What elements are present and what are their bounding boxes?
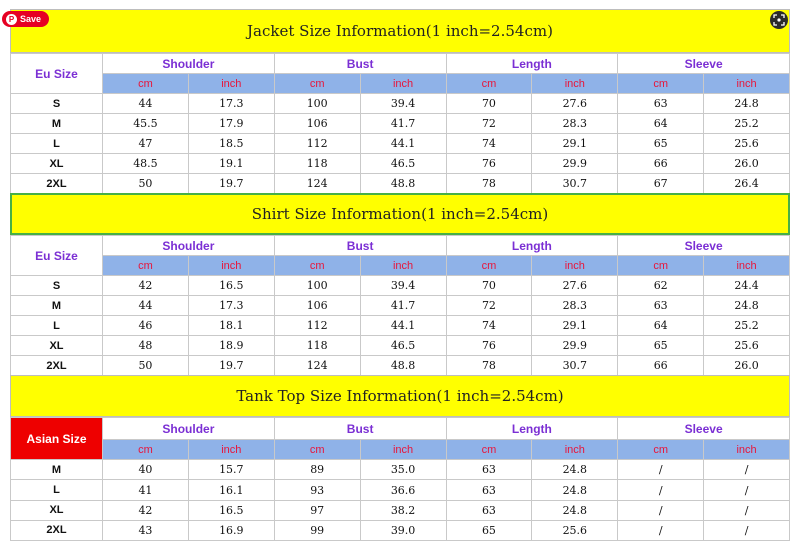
value-cell: 63 <box>618 296 704 316</box>
value-cell: 43 <box>103 520 189 540</box>
unit-header: cm <box>446 440 532 460</box>
value-cell: 70 <box>446 94 532 114</box>
shoulder-header: Shoulder <box>103 54 275 74</box>
value-cell: 106 <box>274 296 360 316</box>
value-cell: 46 <box>103 316 189 336</box>
unit-header: inch <box>532 74 618 94</box>
table-row <box>11 154 790 174</box>
value-cell: 30.7 <box>532 356 618 376</box>
unit-header: inch <box>360 440 446 460</box>
table-row <box>11 296 790 316</box>
jacket-unit-header-row <box>11 74 790 94</box>
size-cell: S <box>11 276 103 296</box>
value-cell: 25.2 <box>704 316 790 336</box>
shoulder-header: Shoulder <box>103 418 275 440</box>
unit-header: inch <box>704 440 790 460</box>
unit-header: cm <box>274 74 360 94</box>
bust-header: Bust <box>274 54 446 74</box>
unit-header: inch <box>532 440 618 460</box>
table-row <box>11 480 790 500</box>
value-cell: 100 <box>274 94 360 114</box>
value-cell: 64 <box>618 316 704 336</box>
size-cell: 2XL <box>11 520 103 540</box>
value-cell: / <box>618 480 704 500</box>
value-cell: 100 <box>274 276 360 296</box>
unit-header: cm <box>274 256 360 276</box>
value-cell: / <box>618 520 704 540</box>
value-cell: / <box>704 460 790 480</box>
value-cell: 24.8 <box>532 460 618 480</box>
value-cell: 74 <box>446 316 532 336</box>
value-cell: 50 <box>103 174 189 194</box>
value-cell: 72 <box>446 296 532 316</box>
value-cell: 18.1 <box>188 316 274 336</box>
value-cell: 16.1 <box>188 480 274 500</box>
pinterest-save-button[interactable] <box>2 11 49 27</box>
value-cell: 16.5 <box>188 500 274 520</box>
value-cell: 24.8 <box>704 296 790 316</box>
unit-header: inch <box>360 256 446 276</box>
unit-header: cm <box>103 74 189 94</box>
value-cell: 42 <box>103 500 189 520</box>
unit-header: inch <box>188 74 274 94</box>
value-cell: 41.7 <box>360 296 446 316</box>
save-label: Save <box>20 14 42 24</box>
unit-header: inch <box>532 256 618 276</box>
value-cell: 46.5 <box>360 154 446 174</box>
value-cell: 41 <box>103 480 189 500</box>
value-cell: 39.0 <box>360 520 446 540</box>
unit-header: cm <box>618 74 704 94</box>
value-cell: 78 <box>446 174 532 194</box>
unit-header: inch <box>360 74 446 94</box>
tank-top-size-table <box>10 417 790 541</box>
value-cell: 118 <box>274 336 360 356</box>
value-cell: 47 <box>103 134 189 154</box>
size-cell: XL <box>11 500 103 520</box>
value-cell: 24.4 <box>704 276 790 296</box>
value-cell: 25.2 <box>704 114 790 134</box>
value-cell: 18.9 <box>188 336 274 356</box>
value-cell: 63 <box>446 500 532 520</box>
value-cell: / <box>704 520 790 540</box>
value-cell: 25.6 <box>532 520 618 540</box>
value-cell: 39.4 <box>360 94 446 114</box>
value-cell: 78 <box>446 356 532 376</box>
value-cell: 17.9 <box>188 114 274 134</box>
value-cell: 29.9 <box>532 336 618 356</box>
value-cell: 48.8 <box>360 174 446 194</box>
value-cell: 29.1 <box>532 134 618 154</box>
value-cell: 15.7 <box>188 460 274 480</box>
value-cell: 17.3 <box>188 94 274 114</box>
table-row <box>11 114 790 134</box>
shirt-size-table <box>10 235 790 376</box>
size-cell: L <box>11 134 103 154</box>
value-cell: 63 <box>446 460 532 480</box>
sleeve-header: Sleeve <box>618 236 790 256</box>
lens-search-button[interactable] <box>770 11 788 29</box>
tank-group-header-row <box>11 418 790 440</box>
unit-header: cm <box>274 440 360 460</box>
length-header: Length <box>446 236 618 256</box>
value-cell: 124 <box>274 174 360 194</box>
value-cell: 76 <box>446 336 532 356</box>
sleeve-header: Sleeve <box>618 418 790 440</box>
size-cell: L <box>11 316 103 336</box>
value-cell: 39.4 <box>360 276 446 296</box>
value-cell: 124 <box>274 356 360 376</box>
value-cell: 25.6 <box>704 134 790 154</box>
table-row <box>11 316 790 336</box>
value-cell: 27.6 <box>532 94 618 114</box>
value-cell: 36.6 <box>360 480 446 500</box>
unit-header: cm <box>446 256 532 276</box>
value-cell: 62 <box>618 276 704 296</box>
jacket-group-header-row <box>11 54 790 74</box>
size-chart <box>10 9 790 546</box>
value-cell: 44.1 <box>360 316 446 336</box>
value-cell: 118 <box>274 154 360 174</box>
value-cell: 29.9 <box>532 154 618 174</box>
length-header: Length <box>446 54 618 74</box>
value-cell: / <box>704 480 790 500</box>
value-cell: 76 <box>446 154 532 174</box>
length-header: Length <box>446 418 618 440</box>
unit-header: cm <box>618 440 704 460</box>
table-row <box>11 460 790 480</box>
value-cell: 65 <box>618 134 704 154</box>
value-cell: 44 <box>103 94 189 114</box>
size-cell: M <box>11 296 103 316</box>
jacket-size-title: Jacket Size Information(1 inch=2.54cm) <box>10 9 790 53</box>
bust-header: Bust <box>274 236 446 256</box>
value-cell: 48.5 <box>103 154 189 174</box>
size-cell: M <box>11 114 103 134</box>
bust-header: Bust <box>274 418 446 440</box>
value-cell: 19.7 <box>188 174 274 194</box>
unit-header: inch <box>188 440 274 460</box>
value-cell: 66 <box>618 154 704 174</box>
value-cell: 30.7 <box>532 174 618 194</box>
value-cell: 24.8 <box>532 500 618 520</box>
value-cell: 28.3 <box>532 296 618 316</box>
value-cell: 112 <box>274 134 360 154</box>
shirt-unit-header-row <box>11 256 790 276</box>
value-cell: 65 <box>618 336 704 356</box>
lens-search-icon <box>773 14 785 26</box>
size-cell: XL <box>11 154 103 174</box>
value-cell: / <box>618 460 704 480</box>
value-cell: 38.2 <box>360 500 446 520</box>
value-cell: 41.7 <box>360 114 446 134</box>
shirt-size-title: Shirt Size Information(1 inch=2.54cm) <box>10 193 790 235</box>
value-cell: 67 <box>618 174 704 194</box>
value-cell: 74 <box>446 134 532 154</box>
value-cell: 46.5 <box>360 336 446 356</box>
size-cell: 2XL <box>11 356 103 376</box>
value-cell: 42 <box>103 276 189 296</box>
table-row <box>11 356 790 376</box>
unit-header: cm <box>103 256 189 276</box>
value-cell: 50 <box>103 356 189 376</box>
unit-header: inch <box>704 256 790 276</box>
unit-header: cm <box>103 440 189 460</box>
value-cell: 19.7 <box>188 356 274 376</box>
size-cell: S <box>11 94 103 114</box>
value-cell: 44.1 <box>360 134 446 154</box>
value-cell: 16.9 <box>188 520 274 540</box>
value-cell: 99 <box>274 520 360 540</box>
value-cell: 48 <box>103 336 189 356</box>
value-cell: / <box>704 500 790 520</box>
size-cell: L <box>11 480 103 500</box>
size-label-header: Asian Size <box>11 418 103 460</box>
value-cell: 27.6 <box>532 276 618 296</box>
value-cell: 25.6 <box>704 336 790 356</box>
value-cell: 19.1 <box>188 154 274 174</box>
value-cell: 44 <box>103 296 189 316</box>
unit-header: cm <box>618 256 704 276</box>
value-cell: 28.3 <box>532 114 618 134</box>
value-cell: 35.0 <box>360 460 446 480</box>
tank-unit-header-row <box>11 440 790 460</box>
jacket-size-table <box>10 53 790 194</box>
table-row <box>11 336 790 356</box>
value-cell: 24.8 <box>704 94 790 114</box>
value-cell: 66 <box>618 356 704 376</box>
unit-header: cm <box>446 74 532 94</box>
value-cell: 16.5 <box>188 276 274 296</box>
shirt-group-header-row <box>11 236 790 256</box>
size-cell: 2XL <box>11 174 103 194</box>
value-cell: 97 <box>274 500 360 520</box>
table-row <box>11 134 790 154</box>
value-cell: 48.8 <box>360 356 446 376</box>
value-cell: / <box>618 500 704 520</box>
shoulder-header: Shoulder <box>103 236 275 256</box>
sleeve-header: Sleeve <box>618 54 790 74</box>
value-cell: 64 <box>618 114 704 134</box>
value-cell: 45.5 <box>103 114 189 134</box>
value-cell: 26.4 <box>704 174 790 194</box>
value-cell: 63 <box>446 480 532 500</box>
unit-header: inch <box>188 256 274 276</box>
size-cell: M <box>11 460 103 480</box>
table-row <box>11 520 790 540</box>
value-cell: 112 <box>274 316 360 336</box>
unit-header: inch <box>704 74 790 94</box>
size-cell: XL <box>11 336 103 356</box>
value-cell: 29.1 <box>532 316 618 336</box>
table-row <box>11 174 790 194</box>
value-cell: 93 <box>274 480 360 500</box>
value-cell: 89 <box>274 460 360 480</box>
value-cell: 40 <box>103 460 189 480</box>
table-row <box>11 276 790 296</box>
table-row <box>11 94 790 114</box>
value-cell: 72 <box>446 114 532 134</box>
value-cell: 17.3 <box>188 296 274 316</box>
pinterest-icon: P <box>6 14 17 25</box>
size-label-header: Eu Size <box>11 54 103 94</box>
value-cell: 18.5 <box>188 134 274 154</box>
value-cell: 106 <box>274 114 360 134</box>
size-label-header: Eu Size <box>11 236 103 276</box>
value-cell: 65 <box>446 520 532 540</box>
tank-top-size-title: Tank Top Size Information(1 inch=2.54cm) <box>10 375 790 417</box>
value-cell: 26.0 <box>704 356 790 376</box>
value-cell: 70 <box>446 276 532 296</box>
value-cell: 24.8 <box>532 480 618 500</box>
value-cell: 63 <box>618 94 704 114</box>
table-row <box>11 500 790 520</box>
value-cell: 26.0 <box>704 154 790 174</box>
